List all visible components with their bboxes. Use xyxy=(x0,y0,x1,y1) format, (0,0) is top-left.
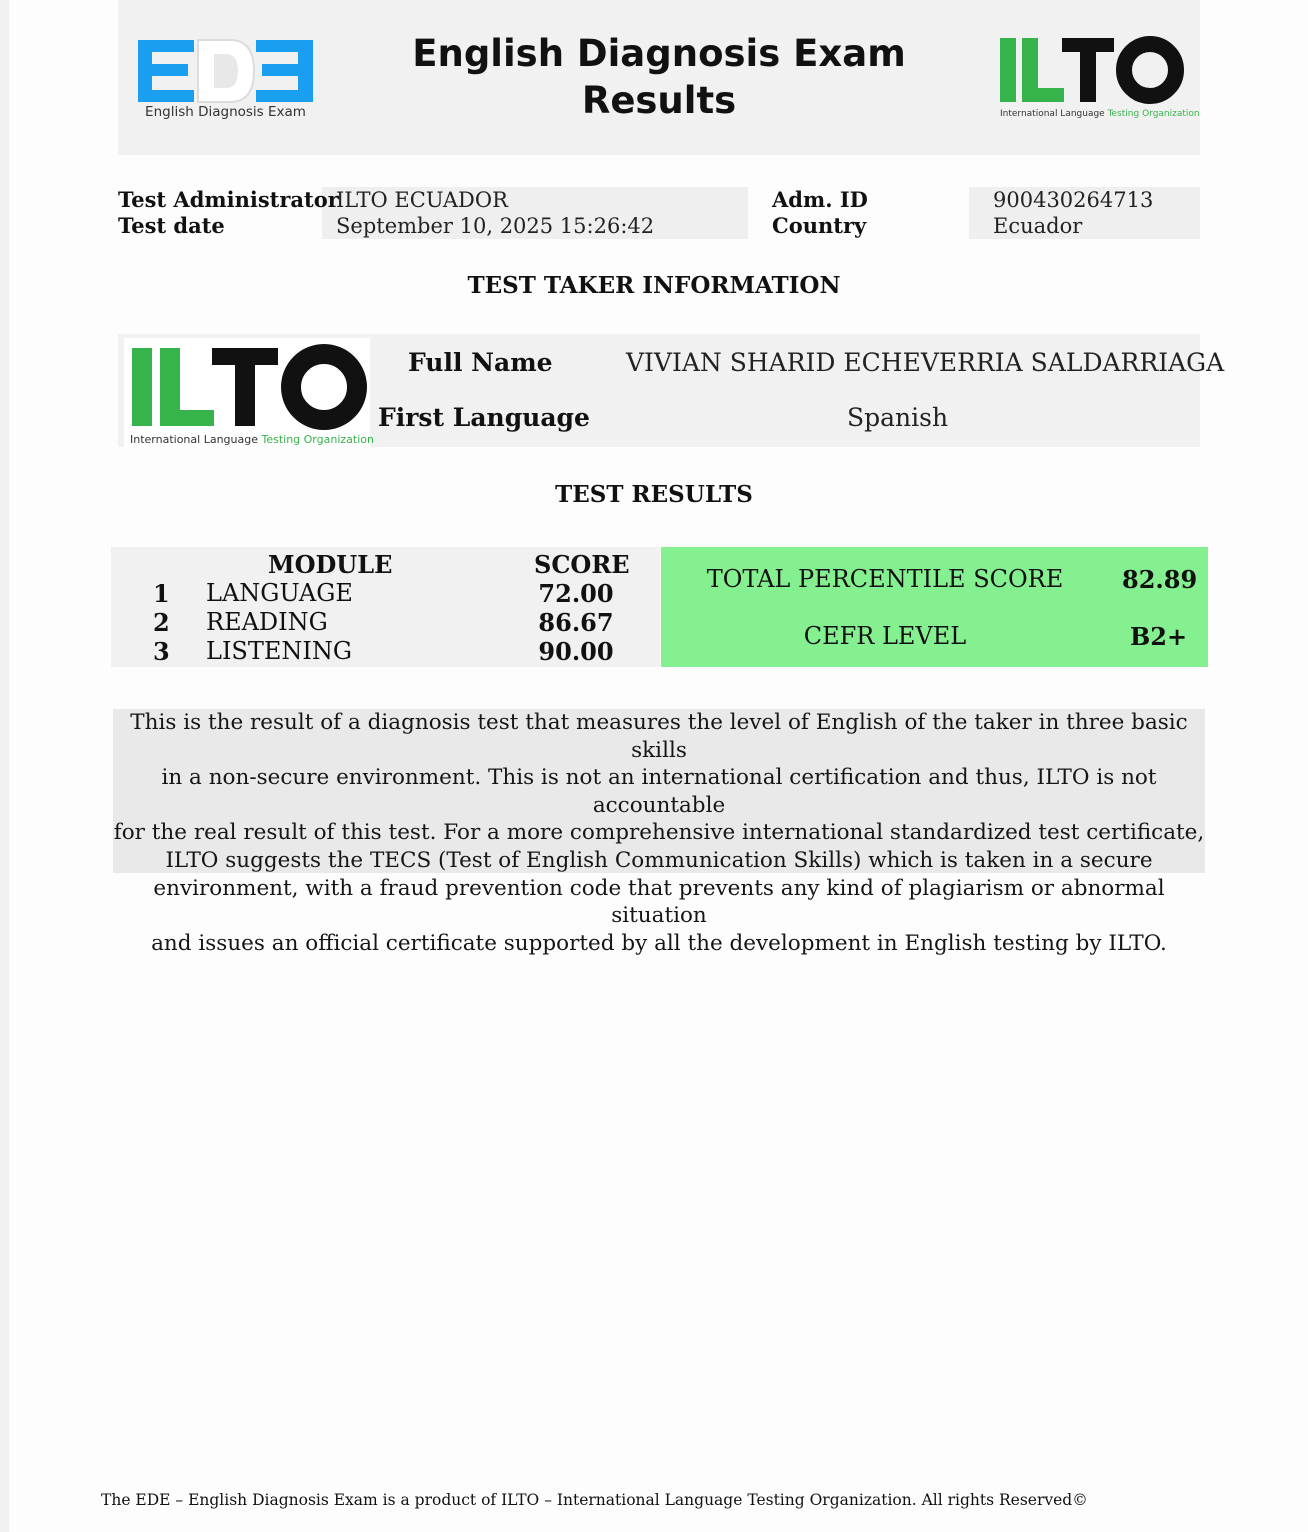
disclaimer-line: ILTO suggests the TECS (Test of English Communication Skills) which is taken in a secure xyxy=(165,847,1153,873)
module-name: LANGUAGE xyxy=(206,579,353,607)
disclaimer-line: in a non-secure environment. This is not an international certification and thus, ILTO is not accountable xyxy=(161,765,1157,818)
module-name: READING xyxy=(206,608,328,636)
title-line-2: Results xyxy=(581,79,737,122)
module-score: 90.00 xyxy=(538,637,614,666)
first-language-value: Spanish xyxy=(847,403,949,432)
first-language-label: First Language xyxy=(378,403,590,432)
cefr-level-label: CEFR LEVEL xyxy=(803,622,967,650)
test-taker-heading: TEST TAKER INFORMATION xyxy=(467,272,841,299)
ilto-logo-subtitle-text: International Language Testing Organization xyxy=(1000,109,1200,119)
module-column-header: MODULE xyxy=(268,550,393,579)
disclaimer-line: This is the result of a diagnosis test that measures the level of English of the taker in three basic skills xyxy=(130,710,1188,763)
title-line-1: English Diagnosis Exam xyxy=(412,32,906,75)
document-header xyxy=(118,0,1200,155)
ede-logo-mark xyxy=(138,40,313,102)
module-name: LISTENING xyxy=(206,637,353,665)
module-number: 3 xyxy=(153,637,170,666)
full-name-label: Full Name xyxy=(408,348,553,377)
ilto-logo-taker-mark xyxy=(124,338,374,448)
disclaimer-line: for the real result of this test. For a more comprehensive international standardized test certificate, xyxy=(113,820,1205,846)
ilto-logo-taker xyxy=(124,338,374,448)
disclaimer-line: environment, with a fraud prevention code that prevents any kind of plagiarism or abnormal situation xyxy=(153,875,1165,929)
module-score: 86.67 xyxy=(538,608,614,637)
footer-copyright: The EDE – English Diagnosis Exam is a product of ILTO – International Language Testing Organization. All rights Reserved© xyxy=(101,1491,1088,1509)
module-number: 2 xyxy=(153,608,170,637)
cefr-level-value: B2+ xyxy=(1130,622,1188,651)
test-results-heading: TEST RESULTS xyxy=(555,481,753,508)
test-date-label: Test date xyxy=(118,213,225,238)
disclaimer-line: and issues an official certificate supported by all the development in English testing by ILTO. xyxy=(151,930,1167,956)
disclaimer-text xyxy=(113,709,1205,956)
module-number: 1 xyxy=(153,579,170,608)
module-score: 72.00 xyxy=(538,579,614,608)
total-percentile-label: TOTAL PERCENTILE SCORE xyxy=(706,565,1064,593)
adm-id-label: Adm. ID xyxy=(772,187,868,212)
document-title xyxy=(388,30,930,124)
ilto-logo-taker-subtitle-text: International Language Testing Organization xyxy=(130,433,374,446)
country-value: Ecuador xyxy=(993,214,1083,238)
full-name-value: VIVIAN SHARID ECHEVERRIA SALDARRIAGA xyxy=(626,348,1225,377)
total-percentile-value: 82.89 xyxy=(1122,565,1198,594)
test-administrator-value: ILTO ECUADOR xyxy=(336,188,508,212)
ilto-logo-header xyxy=(998,34,1200,124)
score-column-header: SCORE xyxy=(534,550,630,579)
page-left-edge xyxy=(0,0,9,1532)
test-administrator-label: Test Administrator xyxy=(118,187,339,212)
country-label: Country xyxy=(772,213,867,238)
test-date-value: September 10, 2025 15:26:42 xyxy=(336,214,655,238)
ede-logo-subtitle: English Diagnosis Exam xyxy=(145,104,306,120)
adm-id-value: 900430264713 xyxy=(993,188,1154,212)
ilto-logo-mark xyxy=(998,34,1200,124)
ede-logo xyxy=(138,40,313,122)
